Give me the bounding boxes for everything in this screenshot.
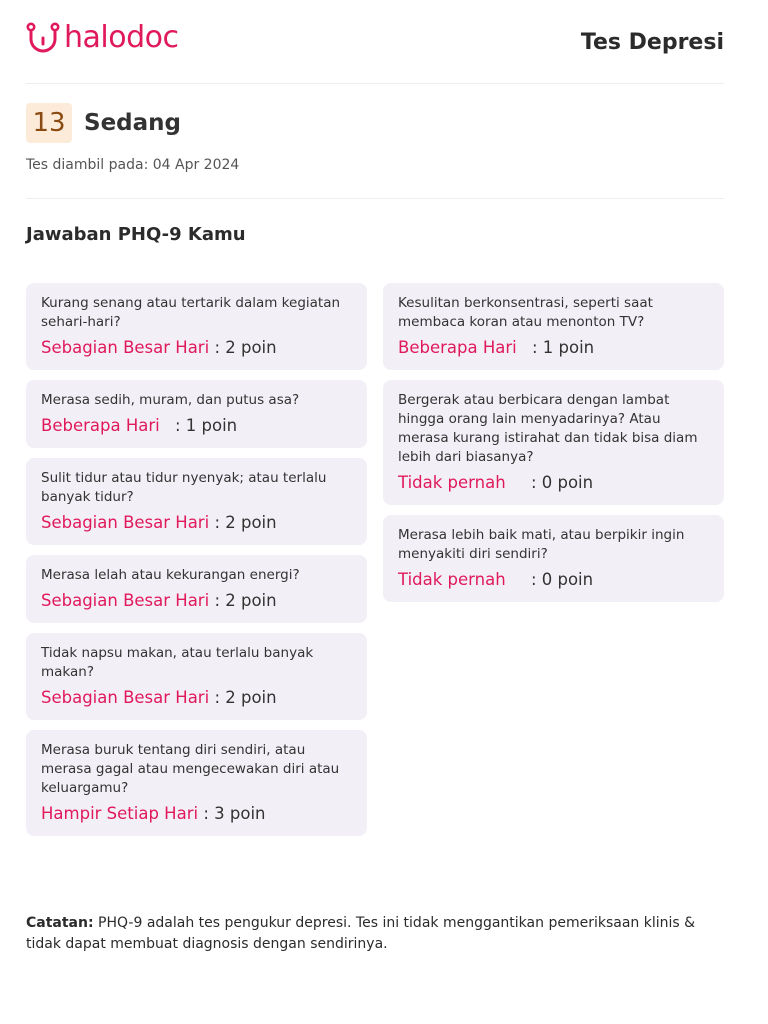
answer-label: Sebagian Besar Hari	[41, 338, 210, 357]
header	[26, 20, 724, 60]
note-text: PHQ-9 adalah tes pengukur depresi. Tes ini tidak menggantikan pemeriksaan klinis & tidak dapat membuat diagnosis dengan sendirinya.	[26, 915, 696, 952]
answer-card	[383, 515, 724, 602]
note-label: Catatan:	[26, 915, 94, 931]
brand-name: halodoc	[64, 20, 179, 55]
answer-line	[398, 472, 710, 494]
halodoc-logo-icon	[26, 22, 60, 54]
header-divider	[26, 83, 724, 84]
answer-card	[26, 730, 367, 836]
question-text: Kesulitan berkonsentrasi, seperti saat membaca koran atau menonton TV?	[398, 295, 653, 330]
answer-points: : 0 poin	[530, 473, 594, 492]
answer-line	[41, 512, 353, 534]
answers-column-left	[26, 283, 367, 846]
question-text: Merasa sedih, muram, dan putus asa?	[41, 392, 300, 408]
answer-line	[398, 569, 710, 591]
answer-card	[26, 633, 367, 720]
answer-points: : 3 poin	[203, 804, 266, 823]
answer-points: : 2 poin	[214, 591, 277, 610]
severity-label: Sedang	[84, 110, 181, 136]
answer-label: Beberapa Hari	[398, 338, 517, 357]
answer-card	[26, 458, 367, 545]
question-text: Kurang senang atau tertarik dalam kegiatan sehari-hari?	[41, 295, 341, 330]
answer-card	[383, 380, 724, 505]
answer-card	[383, 283, 724, 370]
answer-line	[41, 803, 353, 825]
question-text: Merasa buruk tentang diri sendiri, atau merasa gagal atau mengecewakan diri atau keluargamu?	[41, 742, 340, 796]
answer-line	[398, 337, 710, 359]
answer-points: : 2 poin	[214, 338, 277, 357]
answers-column-right	[383, 283, 724, 612]
answer-points: : 1 poin	[531, 338, 595, 357]
question-text: Bergerak atau berbicara dengan lambat hingga orang lain menyadarinya? Atau merasa kurang istirahat dan tidak bisa diam lebih dari biasanya?	[398, 392, 698, 465]
question-text: Tidak napsu makan, atau terlalu banyak makan?	[41, 645, 314, 680]
answer-card	[26, 555, 367, 623]
question-text: Merasa lebih baik mati, atau berpikir ingin menyakiti diri sendiri?	[398, 527, 685, 562]
answer-line	[41, 590, 353, 612]
question-text: Sulit tidur atau tidur nyenyak; atau terlalu banyak tidur?	[41, 470, 327, 505]
answer-points: : 1 poin	[174, 416, 238, 435]
brand-logo	[26, 22, 178, 54]
score-badge: 13	[26, 103, 72, 143]
answer-line	[41, 337, 353, 359]
answer-label: Tidak pernah	[398, 570, 506, 589]
answer-label: Tidak pernah	[398, 473, 506, 492]
answer-line	[41, 687, 353, 709]
answer-label: Beberapa Hari	[41, 416, 160, 435]
answer-card	[26, 283, 367, 370]
answer-label: Sebagian Besar Hari	[41, 688, 210, 707]
answer-points: : 0 poin	[530, 570, 594, 589]
score-row	[26, 103, 181, 143]
answer-points: : 2 poin	[214, 513, 277, 532]
section-title: Jawaban PHQ-9 Kamu	[26, 224, 246, 245]
answer-label: Hampir Setiap Hari	[41, 804, 199, 823]
disclaimer-note	[26, 913, 728, 955]
answer-label: Sebagian Besar Hari	[41, 591, 210, 610]
answer-card	[26, 380, 367, 448]
result-divider	[26, 198, 724, 199]
question-text: Merasa lelah atau kekurangan energi?	[41, 567, 300, 583]
answer-label: Sebagian Besar Hari	[41, 513, 210, 532]
test-date: Tes diambil pada: 04 Apr 2024	[26, 157, 240, 173]
answer-points: : 2 poin	[214, 688, 277, 707]
answer-line	[41, 415, 353, 437]
page-title: Tes Depresi	[580, 30, 724, 55]
